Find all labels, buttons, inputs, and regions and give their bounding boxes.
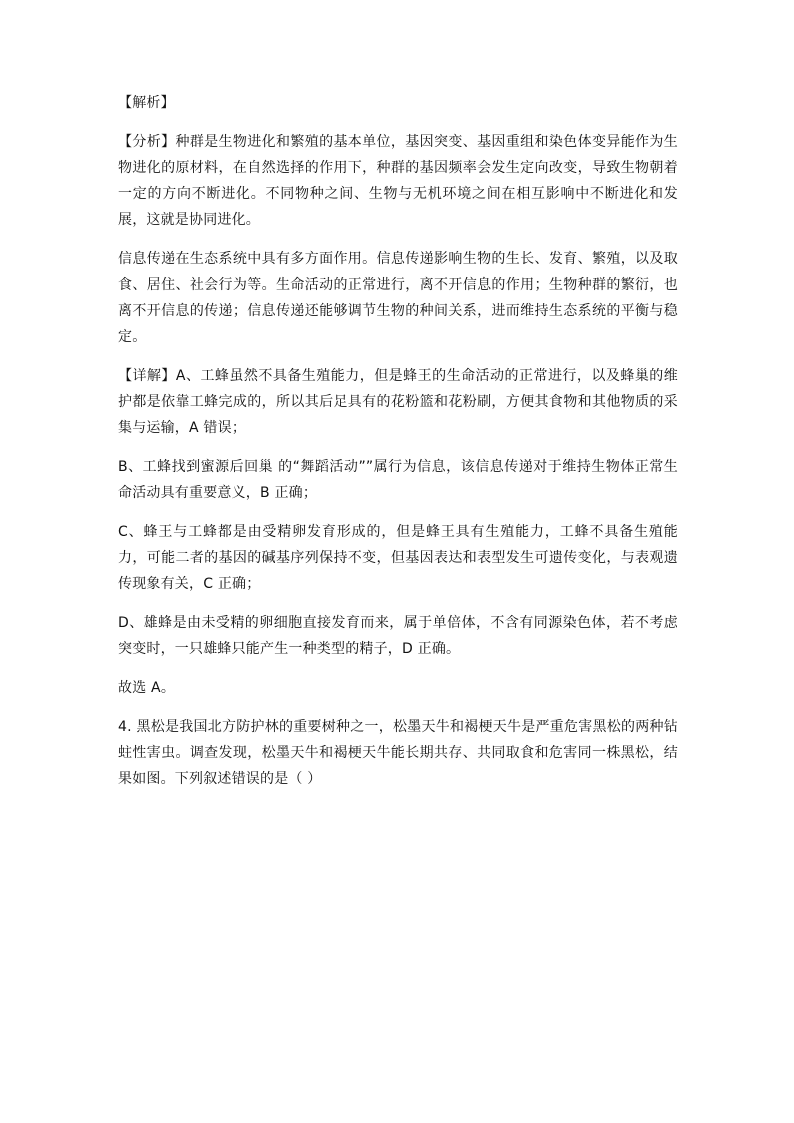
option-a-text: A、工蜂虽然不具备生殖能力，但是蜂王的生命活动的正常进行，以及蜂巢的维护都是依靠工蜂完成的，所以其后足具有的花粉篮和花粉刷，方便其食物和其他物质的采集与运输，A 错误； <box>118 368 678 436</box>
option-c-text: C、蜂王与工蜂都是由受精卵发育形成的，但是蜂王具有生殖能力，工蜂不具备生殖能力，可能二者的基因的碱基序列保持不变，但基因表达和表型发生可遗传变化，与表观遗传现象有关，C 正确； <box>118 524 678 592</box>
answer-conclusion: 故选 A。 <box>118 680 176 696</box>
details-paragraph <box>118 363 678 441</box>
section-label: 【解析】 <box>118 95 175 111</box>
analysis-paragraph <box>118 129 678 233</box>
document-content <box>118 90 678 805</box>
details-tag: 【详解】 <box>118 368 176 384</box>
option-b-text: B、工蜂找到蜜源后回巢 的“舞蹈活动””属行为信息，该信息传递对于维持生物体正常生命活动具有重要意义，B 正确； <box>118 459 678 501</box>
option-d-text: D、雄蜂是由未受精的卵细胞直接发育而来，属于单倍体，不含有同源染色体，若不考虑突变时，一只雄蜂只能产生一种类型的精子，D 正确。 <box>118 615 678 657</box>
analysis-text-2: 信息传递在生态系统中具有多方面作用。信息传递影响生物的生长、发育、繁殖，以及取食、居住、社会行为等。生命活动的正常进行，离不开信息的作用；生物种群的繁衍，也离不开信息的传递；信息传递还能够调节生物的种间关系，进而维持生态系统的平衡与稳定。 <box>118 251 678 345</box>
analysis-tag: 【分析】 <box>118 134 176 150</box>
analysis-text-1: 种群是生物进化和繁殖的基本单位，基因突变、基因重组和染色体变异能作为生物进化的原材料，在自然选择的作用下，种群的基因频率会发生定向改变，导致生物朝着一定的方向不断进化。不同物种之间、生物与无机环境之间在相互影响中不断进化和发展，这就是协同进化。 <box>118 134 678 228</box>
question-4-text: 4. 黑松是我国北方防护林的重要树种之一，松墨天牛和褐梗天牛是严重危害黑松的两种钻蛀性害虫。调查发现，松墨天牛和褐梗天牛能长期共存、共同取食和危害同一株黑松，结果如图。下列叙述错误的是（ ） <box>118 719 678 787</box>
